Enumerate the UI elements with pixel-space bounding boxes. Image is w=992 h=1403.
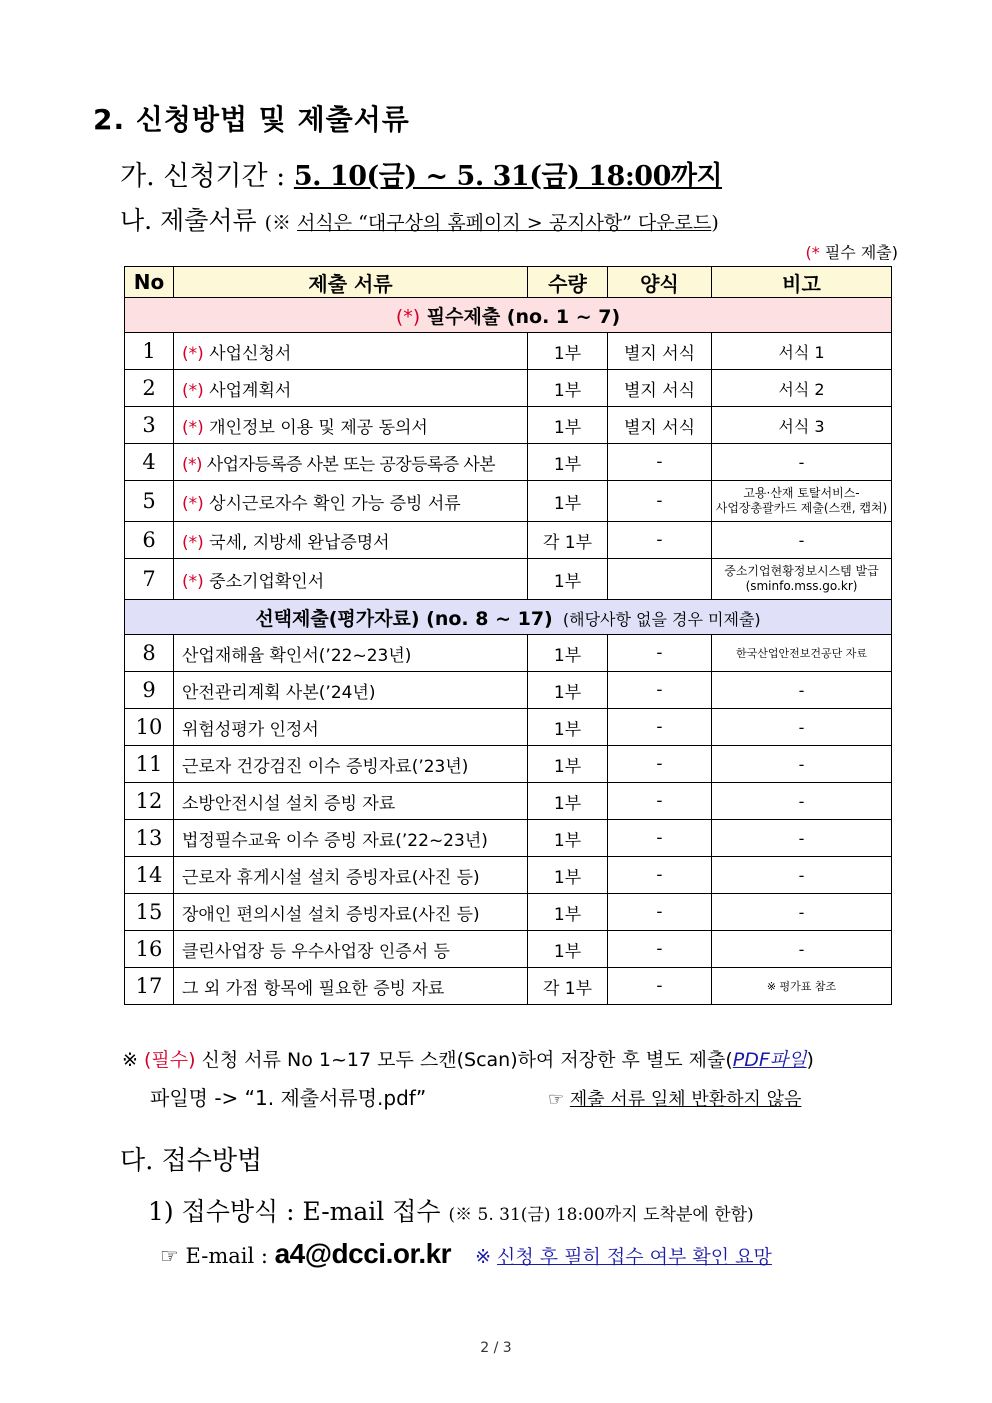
row-form: -: [608, 894, 712, 931]
row-no: 3: [125, 407, 174, 444]
row-name-text: 사업자등록증 사본 또는 공장등록증 사본: [206, 454, 495, 475]
row-form: 별지 서식: [608, 370, 712, 407]
row-form: 별지 서식: [608, 333, 712, 370]
row-no: 15: [125, 894, 174, 931]
row-qty: 1부: [528, 370, 608, 407]
header-qty: 수량: [528, 267, 608, 298]
row-remark: -: [712, 857, 892, 894]
required-group-label: [125, 298, 892, 333]
row-form: -: [608, 968, 712, 1005]
filename-rule: 파일명 -> “1. 제출서류명.pdf”: [150, 1086, 427, 1110]
documents-heading: [120, 201, 719, 237]
row-name: 근로자 휴게시설 설치 증빙자료(사진 등): [174, 857, 528, 894]
header-no: No: [125, 267, 174, 298]
row-no: 4: [125, 444, 174, 481]
row-name: [174, 370, 528, 407]
confirm-mark: ※: [475, 1246, 498, 1268]
row-no: 12: [125, 783, 174, 820]
period-label: 가. 신청기간 :: [120, 161, 294, 192]
row-name-text: 상시근로자수 확인 가능 증빙 서류: [209, 493, 461, 514]
submission-note: [122, 1045, 814, 1072]
optional-group-label: [125, 600, 892, 635]
row-no: 8: [125, 635, 174, 672]
required-legend-text: 필수 제출): [819, 243, 898, 262]
row-no: 10: [125, 709, 174, 746]
table-row: [125, 481, 892, 522]
section-title: 2. 신청방법 및 제출서류: [93, 103, 410, 136]
row-no: 11: [125, 746, 174, 783]
row-name: 근로자 건강검진 이수 증빙자료(’23년): [174, 746, 528, 783]
row-name: [174, 481, 528, 522]
email-prefix: ☞ E-mail :: [160, 1244, 275, 1268]
row-qty: 1부: [528, 407, 608, 444]
row-remark: 한국산업안전보건공단 자료: [712, 635, 892, 672]
row-form: -: [608, 635, 712, 672]
table-row: [125, 857, 892, 894]
optional-group-paren: (해당사항 없을 경우 미제출): [552, 609, 761, 629]
table-row: [125, 783, 892, 820]
row-qty: 1부: [528, 894, 608, 931]
row-form: -: [608, 444, 712, 481]
remark-line: 중소기업현황정보시스템 발급: [724, 564, 879, 578]
row-qty: 1부: [528, 559, 608, 600]
row-remark: -: [712, 783, 892, 820]
table-row: [125, 931, 892, 968]
table-header-row: [125, 267, 892, 298]
table-row: [125, 820, 892, 857]
row-form: -: [608, 672, 712, 709]
table-row: [125, 894, 892, 931]
row-name: 안전관리계획 사본(’24년): [174, 672, 528, 709]
email-address[interactable]: a4@dcci.or.kr: [274, 1238, 452, 1269]
receipt-method: [148, 1192, 754, 1228]
row-star: (*): [182, 343, 204, 364]
table-row: [125, 968, 892, 1005]
row-remark: -: [712, 820, 892, 857]
row-remark: ※ 평가표 참조: [712, 968, 892, 1005]
row-name: 위험성평가 인정서: [174, 709, 528, 746]
row-name: 산업재해율 확인서(’22~23년): [174, 635, 528, 672]
row-name-text: 국세, 지방세 완납증명서: [209, 532, 390, 553]
row-star: (*): [182, 493, 204, 514]
row-qty: 1부: [528, 709, 608, 746]
row-no: 1: [125, 333, 174, 370]
row-qty: 1부: [528, 931, 608, 968]
documents-note-close: ): [711, 212, 719, 234]
row-form: -: [608, 931, 712, 968]
row-no: 17: [125, 968, 174, 1005]
row-star: (*): [182, 532, 204, 553]
row-name-text: 사업계획서: [209, 380, 292, 401]
row-remark: [712, 559, 892, 600]
row-no: 6: [125, 522, 174, 559]
row-name: 장애인 편의시설 설치 증빙자료(사진 등): [174, 894, 528, 931]
row-remark: -: [712, 931, 892, 968]
table-row: [125, 522, 892, 559]
row-remark: -: [712, 672, 892, 709]
row-name: 법정필수교육 이수 증빙 자료(’22~23년): [174, 820, 528, 857]
row-remark: 서식 2: [712, 370, 892, 407]
row-qty: 각 1부: [528, 968, 608, 1005]
row-form: -: [608, 820, 712, 857]
row-form: 별지 서식: [608, 407, 712, 444]
required-star: (*: [805, 243, 820, 262]
receipt-method-note: (※ 5. 31(금) 18:00까지 도착분에 한함): [448, 1205, 754, 1225]
row-remark: -: [712, 522, 892, 559]
required-group-text: 필수제출 (no. 1 ~ 7): [420, 305, 621, 328]
table-row: [125, 370, 892, 407]
row-qty: 1부: [528, 481, 608, 522]
documents-note-open: (※: [264, 212, 298, 234]
row-star: (*): [182, 454, 202, 475]
remark-line: (sminfo.mss.go.kr): [745, 579, 858, 593]
receipt-title: 다. 접수방법: [120, 1146, 263, 1176]
row-remark: 서식 3: [712, 407, 892, 444]
note-close: ): [806, 1049, 814, 1071]
row-no: 7: [125, 559, 174, 600]
row-name-text: 개인정보 이용 및 제공 동의서: [209, 417, 428, 438]
receipt-method-label: 1) 접수방식 : E-mail 접수: [148, 1197, 449, 1226]
row-remark: -: [712, 444, 892, 481]
optional-group-text: 선택제출(평가자료) (no. 8 ~ 17): [255, 607, 553, 630]
row-qty: 1부: [528, 444, 608, 481]
row-name: 그 외 가점 항목에 필요한 증빙 자료: [174, 968, 528, 1005]
row-name: 소방안전시설 설치 증빙 자료: [174, 783, 528, 820]
return-note: [548, 1085, 801, 1111]
row-remark: -: [712, 746, 892, 783]
row-qty: 1부: [528, 783, 608, 820]
row-qty: 1부: [528, 333, 608, 370]
note-text: 신청 서류 No 1~17 모두 스캔(Scan)하여 저장한 후 별도 제출(: [195, 1049, 733, 1071]
row-name-text: 중소기업확인서: [209, 571, 325, 592]
row-star: (*): [182, 380, 204, 401]
email-line: [160, 1238, 772, 1270]
return-note-text: 제출 서류 일체 반환하지 않음: [569, 1089, 802, 1110]
pdf-file-label: PDF파일: [732, 1049, 807, 1071]
row-qty: 1부: [528, 857, 608, 894]
header-name: 제출 서류: [174, 267, 528, 298]
note-required: (필수): [143, 1049, 196, 1071]
row-no: 16: [125, 931, 174, 968]
row-name: [174, 333, 528, 370]
row-remark: -: [712, 894, 892, 931]
table-row: [125, 672, 892, 709]
row-form: -: [608, 522, 712, 559]
row-no: 9: [125, 672, 174, 709]
required-group-row: [125, 298, 892, 333]
row-qty: 1부: [528, 746, 608, 783]
remark-line: 사업장총괄카드 제출(스캔, 캡쳐): [715, 501, 888, 515]
note-mark: ※: [122, 1049, 144, 1071]
row-star: (*): [182, 417, 204, 438]
table-row: [125, 444, 892, 481]
row-name: [174, 444, 528, 481]
optional-group-row: [125, 600, 892, 635]
documents-note-link: 서식은 “대구상의 홈페이지 > 공지사항” 다운로드: [297, 212, 712, 234]
row-form: -: [608, 481, 712, 522]
header-remark: 비고: [712, 267, 892, 298]
table-row: [125, 333, 892, 370]
table-row: [125, 709, 892, 746]
row-name-text: 사업신청서: [209, 343, 292, 364]
row-form: -: [608, 857, 712, 894]
required-group-star: (*): [395, 305, 421, 328]
table-row: [125, 407, 892, 444]
row-qty: 각 1부: [528, 522, 608, 559]
table-row: [125, 559, 892, 600]
row-name: 클린사업장 등 우수사업장 인증서 등: [174, 931, 528, 968]
row-no: 14: [125, 857, 174, 894]
row-name: [174, 522, 528, 559]
row-remark: 서식 1: [712, 333, 892, 370]
row-form: -: [608, 783, 712, 820]
row-remark: [712, 481, 892, 522]
row-form: -: [608, 709, 712, 746]
application-period: [120, 154, 722, 193]
row-qty: 1부: [528, 635, 608, 672]
row-form: -: [608, 746, 712, 783]
header-form: 양식: [608, 267, 712, 298]
row-no: 2: [125, 370, 174, 407]
row-form: [608, 559, 712, 600]
row-star: (*): [182, 571, 204, 592]
row-name: [174, 559, 528, 600]
row-qty: 1부: [528, 672, 608, 709]
table-row: [125, 746, 892, 783]
row-qty: 1부: [528, 820, 608, 857]
row-remark: -: [712, 709, 892, 746]
row-name: [174, 407, 528, 444]
documents-table: [124, 266, 892, 1005]
pointing-hand-icon: ☞: [548, 1089, 570, 1110]
period-value: 5. 10(금) ~ 5. 31(금) 18:00까지: [293, 161, 723, 192]
row-no: 5: [125, 481, 174, 522]
remark-line: 고용·산재 토탈서비스-: [743, 486, 860, 500]
row-no: 13: [125, 820, 174, 857]
page-number: 2 / 3: [480, 1340, 512, 1356]
documents-label: 나. 제출서류: [120, 206, 265, 235]
confirm-text: 신청 후 필히 접수 여부 확인 요망: [497, 1246, 772, 1268]
required-legend: [806, 240, 899, 263]
table-row: [125, 635, 892, 672]
